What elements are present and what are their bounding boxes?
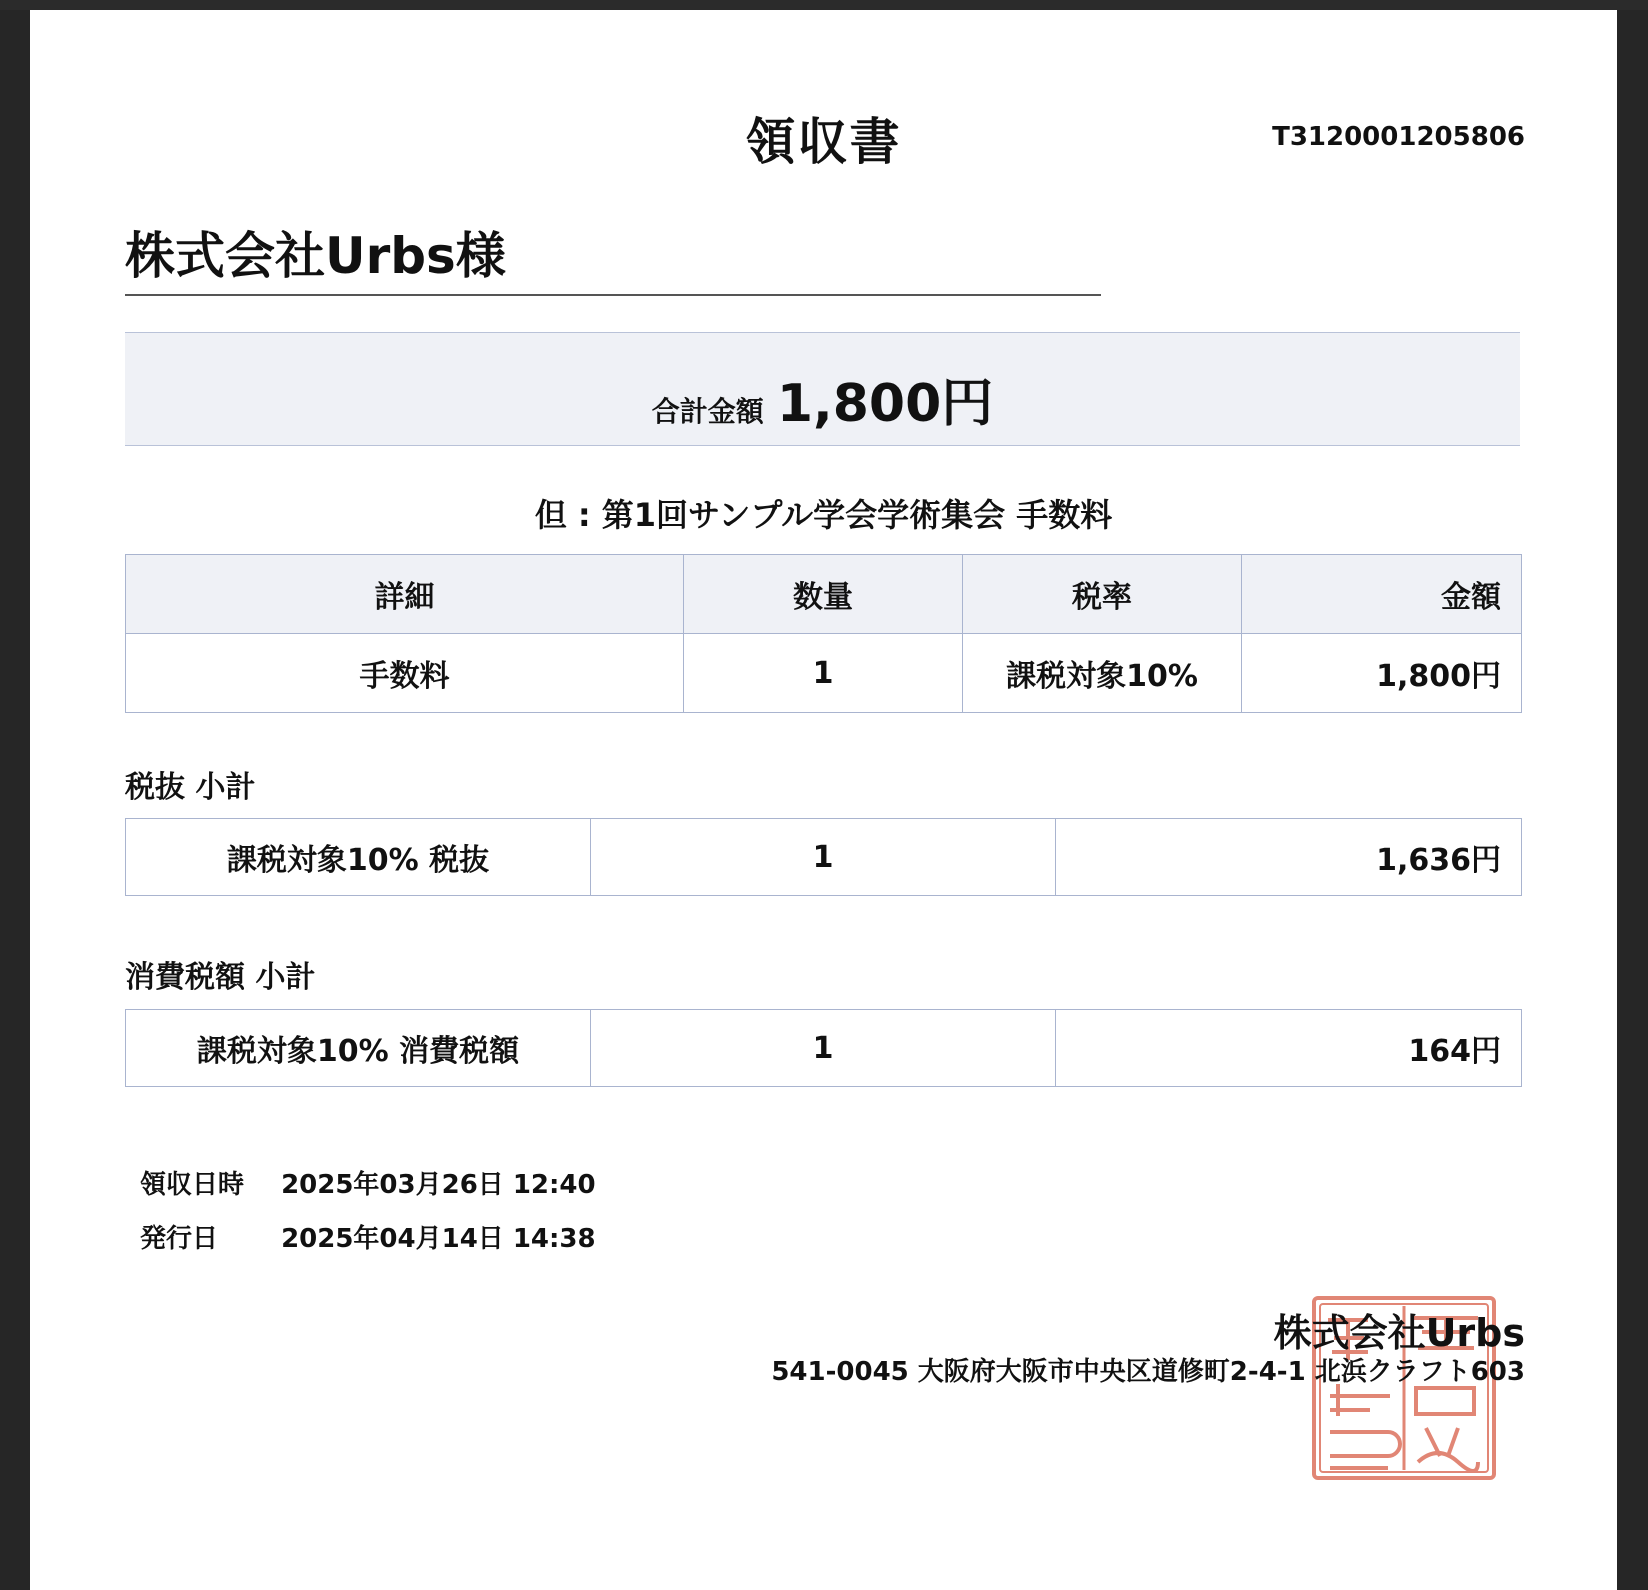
issue-date-value: 2025年04月14日 14:38: [281, 1224, 596, 1254]
header-quantity: 数量: [684, 555, 963, 634]
table-row: [126, 819, 1522, 896]
pretax-amount-cell: 1,636円: [1056, 819, 1522, 896]
total-label: 合計金額: [651, 395, 764, 428]
issuer-address: 541-0045 大阪府大阪市中央区道修町2-4-1 北浜クラフト603: [771, 1357, 1525, 1387]
purpose-line: 但 : 第1回サンプル学会学術集会 手数料: [534, 496, 1113, 534]
total-amount-box: [125, 332, 1520, 446]
cell-quantity: 1: [684, 634, 963, 713]
total-value: 1,800円: [776, 374, 994, 434]
issue-date-row: [140, 1212, 596, 1266]
recipient-name: 株式会社Urbs様: [125, 227, 506, 285]
document-title: 領収書: [745, 113, 902, 171]
receipt-date-label: 領収日時: [140, 1170, 245, 1200]
header-tax-rate: 税率: [963, 555, 1242, 634]
pretax-subtotal-label: 税抜 小計: [125, 770, 256, 805]
tax-amount-cell: 164円: [1056, 1010, 1522, 1087]
recipient-underline: [125, 294, 1101, 296]
tax-quantity-cell: 1: [591, 1010, 1056, 1087]
issuer-name: 株式会社Urbs: [1273, 1311, 1525, 1355]
registration-number: T3120001205806: [1272, 122, 1525, 152]
issuer-block: [771, 1310, 1525, 1388]
window-frame: [0, 0, 1648, 10]
tax-subtotal-table: [125, 1009, 1522, 1087]
receipt-date-value: 2025年03月26日 12:40: [281, 1170, 596, 1200]
detail-table: [125, 554, 1522, 713]
pretax-label-cell: 課税対象10% 税抜: [126, 819, 591, 896]
table-row: [126, 634, 1522, 713]
receipt-date-row: [140, 1158, 596, 1212]
cell-detail: 手数料: [126, 634, 684, 713]
tax-label-cell: 課税対象10% 消費税額: [126, 1010, 591, 1087]
issue-date-label: 発行日: [140, 1224, 219, 1254]
pretax-subtotal-table: [125, 818, 1522, 896]
table-header-row: [126, 555, 1522, 634]
dates-block: [140, 1158, 596, 1266]
pretax-quantity-cell: 1: [591, 819, 1056, 896]
header-amount: 金額: [1242, 555, 1522, 634]
cell-tax-rate: 課税対象10%: [963, 634, 1242, 713]
table-row: [126, 1010, 1522, 1087]
cell-amount: 1,800円: [1242, 634, 1522, 713]
header-detail: 詳細: [126, 555, 684, 634]
receipt-page: [30, 10, 1617, 1590]
tax-subtotal-label: 消費税額 小計: [125, 960, 316, 995]
